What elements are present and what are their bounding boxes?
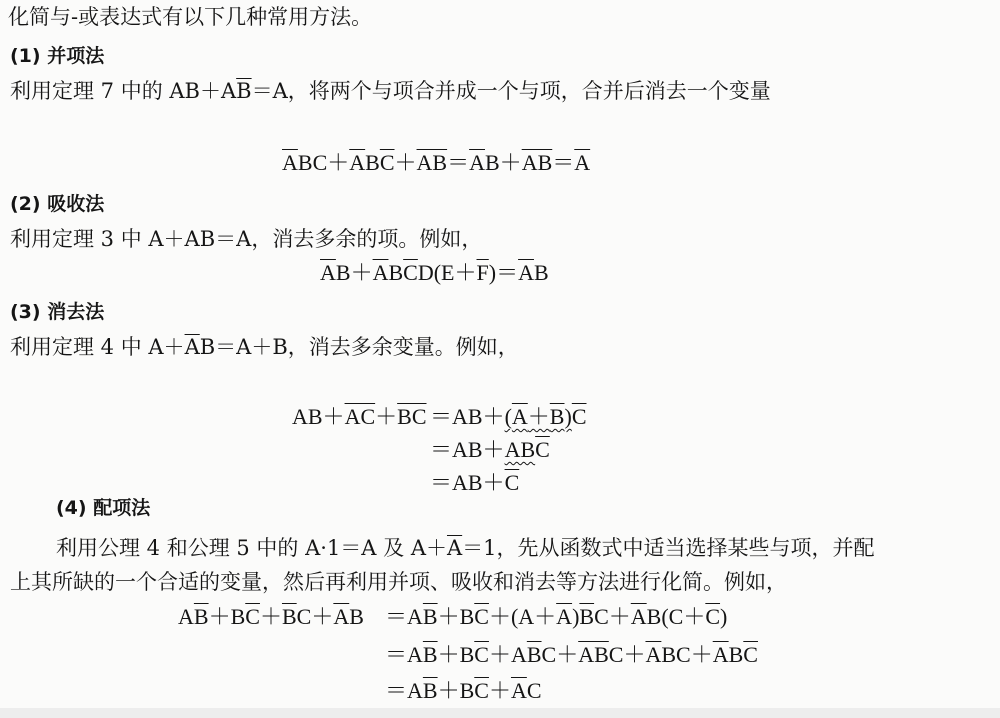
equation-eliminate-lhs: $AB+\overline{AC}+\overline{BC}$ (292, 404, 427, 429)
intro-text: 化简与-或表达式有以下几种常用方法。 (8, 5, 373, 29)
page-bottom-edge (0, 708, 1000, 718)
equation-complement-line3: $=A\overline{B}+B\overline{C}+\overline{A}C$ (385, 678, 542, 703)
section-heading-complement: (4) 配项法 (56, 497, 151, 519)
equation-complement-lhs: $A\overline{B}+B\overline{C}+\overline{B}C+\overline{A}B$ (178, 604, 364, 629)
equation-absorb: $\overline{A}B+\overline{A}B\overline{C}D(E+\overline{F})=\overline{A}B$ (320, 260, 549, 285)
equation-complement-line2: $=A\overline{B}+B\overline{C}+A\overline{B}C+\overline{AB}C+\overline{A}BC+\overline{A}B\overline{C}$ (385, 642, 758, 667)
section-text-absorb: 利用定理 3 中 A＋AB＝A，消去多余的项。例如， (10, 227, 483, 251)
section-heading-absorb: (2) 吸收法 (10, 193, 105, 215)
section-text-complement-line2: 上其所缺的一个合适的变量，然后再利用并项、吸收和消去等方法进行化简。例如， (10, 570, 787, 594)
equation-complement-line1: $=A\overline{B}+B\overline{C}+(A+\overline{A})\overline{B}C+\overline{A}B(C+\overline{C})$ (385, 604, 728, 629)
section-heading-eliminate: (3) 消去法 (10, 301, 105, 323)
section-text-eliminate: 利用定理 4 中 $A+\overline{A}B=A+B$，消去多余变量。例如， (10, 335, 519, 359)
section-heading-merge: (1) 并项法 (10, 45, 105, 67)
equation-eliminate-line3: $=AB+\overline{C}$ (430, 470, 520, 495)
section-text-merge: 利用定理 7 中的 $AB+A\overline{B}=A$，将两个与项合并成一个与项，合并后消去一个变量 (10, 79, 771, 103)
section-text-complement-line1: 利用公理 4 和公理 5 中的 A·1＝A 及 $A+\overline{A}=1$，先从函数式中适当选择某些与项，并配 (56, 536, 875, 560)
equation-eliminate-line1: $=AB+(A+B)\overline{C}$ (430, 404, 587, 429)
equation-eliminate-line2: $=AB+AB\overline{C}$ (430, 437, 550, 462)
equation-merge: $\overline{A}BC+\overline{A}B\overline{C}+\overline{AB}=\overline{A}B+\overline{AB}=\overline{A}$ (282, 150, 591, 175)
